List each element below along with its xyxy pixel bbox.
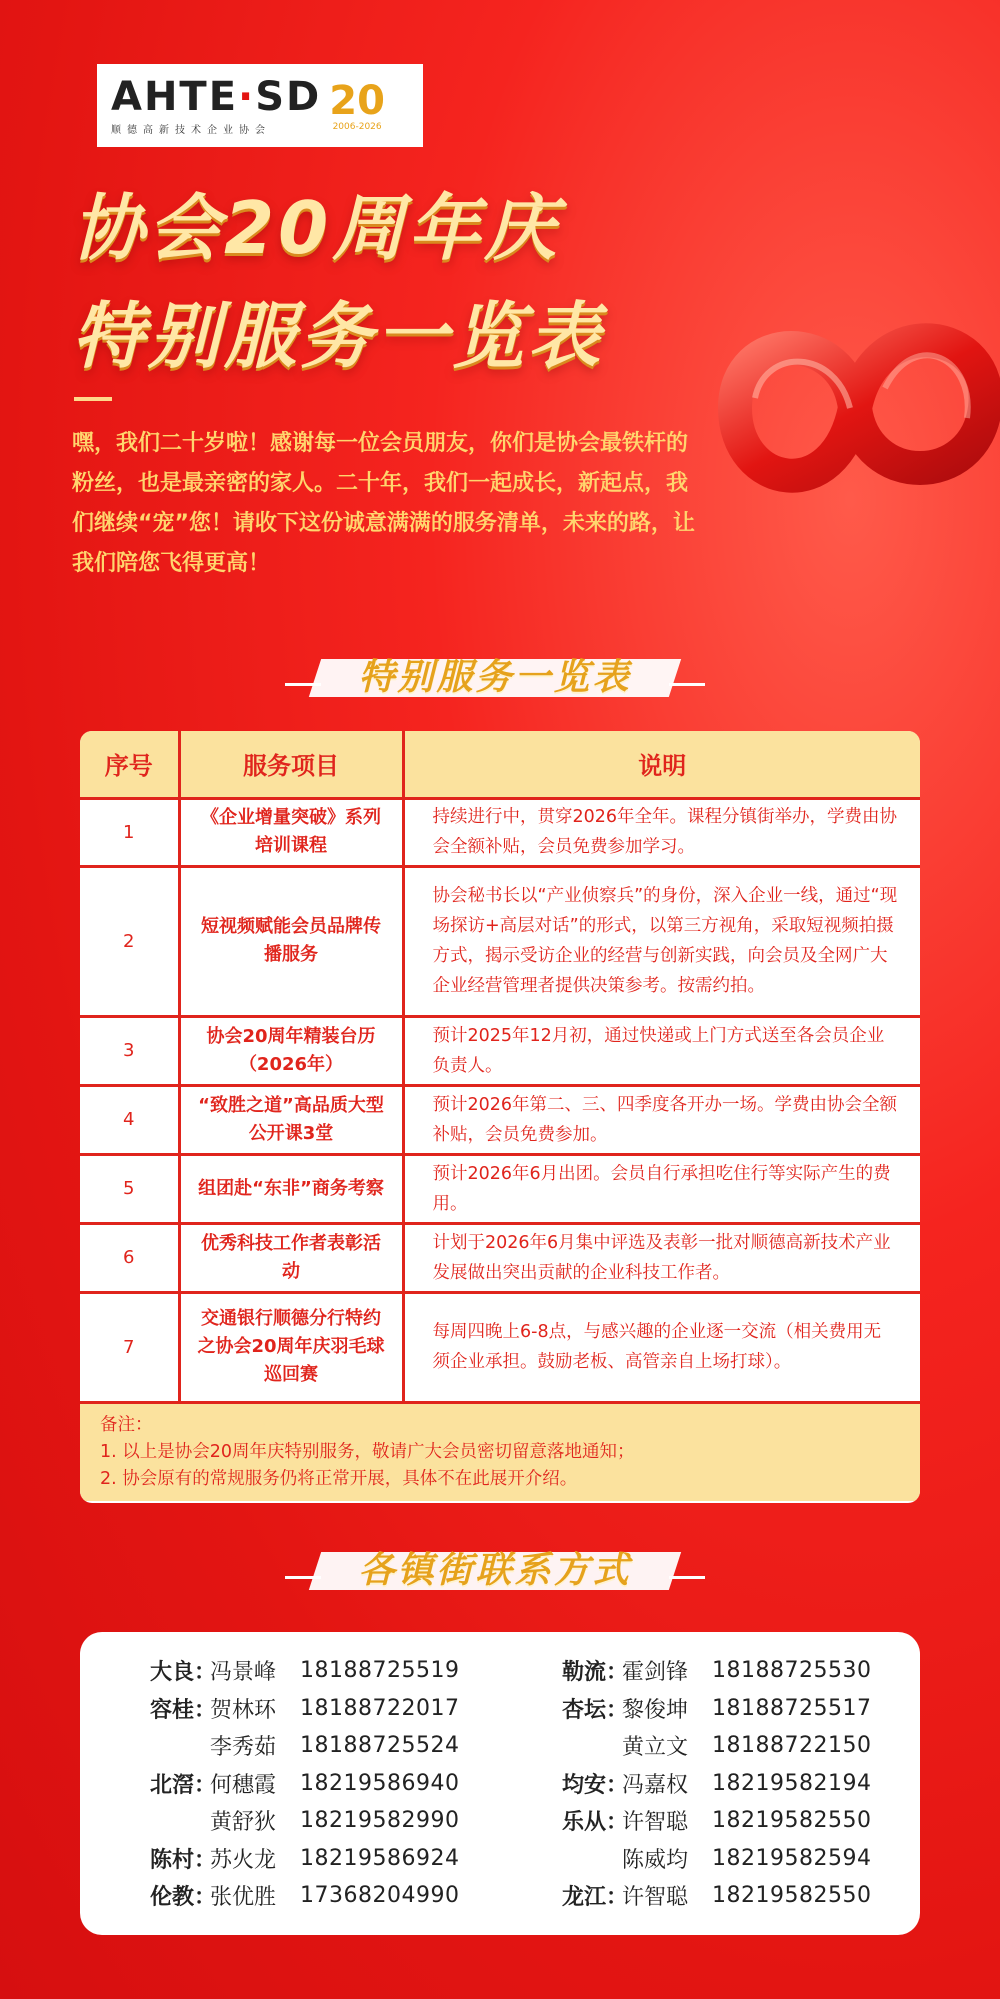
table-row <box>80 1223 920 1292</box>
contact-town: 北滘 <box>149 1772 194 1798</box>
table-row <box>80 798 920 866</box>
heading-line-right <box>669 1576 705 1579</box>
contact-town: 杏坛 <box>561 1697 606 1723</box>
contact-separator: ： <box>606 1810 629 1836</box>
anniversary-number: 20 <box>329 77 385 124</box>
contact-town: 勒流 <box>561 1660 606 1686</box>
header-item: 服务项目 <box>179 731 403 798</box>
contact-town: 乐从 <box>561 1810 606 1836</box>
contact-row <box>122 1690 459 1728</box>
note-line: 1. 以上是协会20周年庆特别服务，敬请广大会员密切留意落地通知； <box>100 1442 635 1462</box>
services-table <box>80 731 920 1401</box>
row-item: 《企业增量突破》系列培训课程 <box>179 798 403 866</box>
table-row <box>80 1292 920 1401</box>
contact-phone[interactable]: 18219586940 <box>300 1770 460 1796</box>
contact-separator: ： <box>606 1772 629 1798</box>
header-no: 序号 <box>80 731 179 798</box>
row-desc: 计划于2026年6月集中评选及表彰一批对顺德高新技术产业发展做出突出贡献的企业科技工作者。 <box>403 1223 920 1292</box>
association-logo <box>97 64 423 147</box>
row-item: “致胜之道”高品质大型公开课3堂 <box>179 1085 403 1154</box>
header-desc: 说明 <box>403 731 920 798</box>
table-row <box>80 1154 920 1223</box>
contact-town: 陈村 <box>149 1847 194 1873</box>
contact-separator: ： <box>606 1660 629 1686</box>
contact-row <box>122 1802 459 1840</box>
contact-town: 大良 <box>149 1660 194 1686</box>
logo-subtitle: 顺德高新技术企业协会 <box>111 125 271 136</box>
contact-name: 陈威均 <box>622 1847 689 1873</box>
contact-row <box>122 1727 459 1765</box>
services-table-card <box>80 731 920 1503</box>
row-no: 4 <box>80 1085 179 1154</box>
table-notes <box>80 1401 920 1501</box>
contact-phone[interactable]: 18188722150 <box>712 1733 872 1759</box>
notes-title: 备注： <box>100 1415 153 1435</box>
anniversary-years: 2006-2026 <box>332 121 382 132</box>
row-desc: 每周四晚上6-8点，与感兴趣的企业逐一交流（相关费用无须企业承担。鼓励老板、高管亲自上场打球）。 <box>403 1292 920 1401</box>
logo-brand-dot: · <box>238 74 256 120</box>
row-no: 1 <box>80 798 179 866</box>
contact-name: 黎俊坤 <box>622 1697 689 1723</box>
contact-separator: ： <box>606 1885 629 1911</box>
row-desc: 协会秘书长以“产业侦察兵”的身份，深入企业一线，通过“现场探访+高层对话”的形式，以第三方视角，采取短视频拍摄方式，揭示受访企业的经营与创新实践，向会员及全网广大企业经营管理者提供决策参考。按需约拍。 <box>403 866 920 1016</box>
contact-name: 许智聪 <box>622 1885 689 1911</box>
contact-phone[interactable]: 18188722017 <box>300 1695 460 1721</box>
contact-phone[interactable]: 18219582550 <box>712 1808 872 1834</box>
contact-phone[interactable]: 17368204990 <box>300 1883 460 1909</box>
contact-separator: ： <box>194 1885 217 1911</box>
contact-separator: ： <box>606 1697 629 1723</box>
contact-town: 伦教 <box>149 1885 194 1911</box>
contact-separator: ： <box>194 1697 217 1723</box>
logo-brand-text <box>111 75 321 119</box>
contact-separator: ： <box>194 1660 217 1686</box>
row-item: 组团赴“东非”商务考察 <box>179 1154 403 1223</box>
contact-row <box>122 1765 459 1803</box>
row-desc: 预计2026年6月出团。会员自行承担吃住行等实际产生的费用。 <box>403 1154 920 1223</box>
contacts-column-left <box>122 1652 459 1915</box>
section-heading-contacts <box>295 1538 695 1596</box>
row-item: 协会20周年精装台历（2026年） <box>179 1016 403 1085</box>
contact-phone[interactable]: 18219582594 <box>712 1845 872 1871</box>
contact-name: 冯嘉权 <box>622 1772 689 1798</box>
intro-paragraph: 嘿，我们二十岁啦！感谢每一位会员朋友，你们是协会最铁杆的粉丝，也是最亲密的家人。二十年，我们一起成长，新起点，我们继续“宠”您！请收下这份诚意满满的服务清单，未来的路，让我们陪您飞得更高！ <box>72 431 695 576</box>
section-heading-services <box>295 645 695 703</box>
contact-phone[interactable]: 18219582194 <box>712 1770 872 1796</box>
contact-name: 许智聪 <box>622 1810 689 1836</box>
contact-phone[interactable]: 18188725530 <box>712 1658 872 1684</box>
contact-phone[interactable]: 18219582990 <box>300 1808 460 1834</box>
heading-line-right <box>669 683 705 686</box>
row-item: 交通银行顺德分行特约之协会20周年庆羽毛球巡回赛 <box>179 1292 403 1401</box>
main-title-line2: 特别服务一览表 <box>72 294 605 378</box>
contact-row <box>534 1802 871 1840</box>
section-title-services: 特别服务一览表 <box>358 656 632 698</box>
contact-name: 冯景峰 <box>210 1660 277 1686</box>
contact-row <box>534 1765 871 1803</box>
anniversary-badge <box>329 77 385 132</box>
infinity-ribbon-decoration <box>705 268 1000 568</box>
contact-name: 苏火龙 <box>210 1847 277 1873</box>
row-desc: 预计2025年12月初，通过快递或上门方式送至各会员企业负责人。 <box>403 1016 920 1085</box>
contact-phone[interactable]: 18188725524 <box>300 1733 460 1759</box>
contact-name: 黄立文 <box>622 1735 689 1761</box>
row-item: 优秀科技工作者表彰活动 <box>179 1223 403 1292</box>
row-no: 5 <box>80 1154 179 1223</box>
contact-name: 李秀茹 <box>210 1735 277 1761</box>
contact-row <box>534 1652 871 1690</box>
contact-row <box>122 1877 459 1915</box>
row-no: 6 <box>80 1223 179 1292</box>
table-row <box>80 1016 920 1085</box>
title-divider <box>74 397 112 401</box>
contact-separator: ： <box>194 1772 217 1798</box>
note-line: 2. 协会原有的常规服务仍将正常开展，具体不在此展开介绍。 <box>100 1469 578 1489</box>
table-row <box>80 1085 920 1154</box>
contact-name: 张优胜 <box>210 1885 277 1911</box>
contacts-card <box>80 1632 920 1935</box>
contact-row <box>122 1840 459 1878</box>
main-title-line1: 协会20周年庆 <box>72 186 561 270</box>
contact-name: 贺林环 <box>210 1697 277 1723</box>
contact-name: 何穗霞 <box>210 1772 277 1798</box>
contact-name: 霍剑锋 <box>622 1660 689 1686</box>
row-no: 3 <box>80 1016 179 1085</box>
contact-row <box>122 1652 459 1690</box>
contact-phone[interactable]: 18188725519 <box>300 1658 460 1684</box>
row-desc: 预计2026年第二、三、四季度各开办一场。学费由协会全额补贴，会员免费参加。 <box>403 1085 920 1154</box>
logo-brand-left: AHTE <box>111 74 239 120</box>
logo-brand-right: SD <box>255 74 322 120</box>
contact-separator: ： <box>194 1847 217 1873</box>
contact-row <box>534 1690 871 1728</box>
contact-town: 容桂 <box>149 1697 194 1723</box>
logo-brand-block <box>111 75 321 136</box>
contact-phone[interactable]: 18219586924 <box>300 1845 460 1871</box>
contact-phone[interactable]: 18188725517 <box>712 1695 872 1721</box>
contact-town: 均安 <box>561 1772 606 1798</box>
contact-name: 黄舒狄 <box>210 1810 277 1836</box>
contact-town: 龙江 <box>561 1885 606 1911</box>
row-item: 短视频赋能会员品牌传播服务 <box>179 866 403 1016</box>
contact-row <box>534 1840 871 1878</box>
contact-row <box>534 1877 871 1915</box>
contacts-column-right <box>534 1652 871 1915</box>
table-header-row <box>80 731 920 798</box>
contact-phone[interactable]: 18219582550 <box>712 1883 872 1909</box>
section-title-contacts: 各镇街联系方式 <box>358 1549 632 1591</box>
contact-row <box>534 1727 871 1765</box>
row-desc: 持续进行中，贯穿2026年全年。课程分镇街举办，学费由协会全额补贴，会员免费参加学习。 <box>403 798 920 866</box>
row-no: 2 <box>80 866 179 1016</box>
row-no: 7 <box>80 1292 179 1401</box>
table-row <box>80 866 920 1016</box>
